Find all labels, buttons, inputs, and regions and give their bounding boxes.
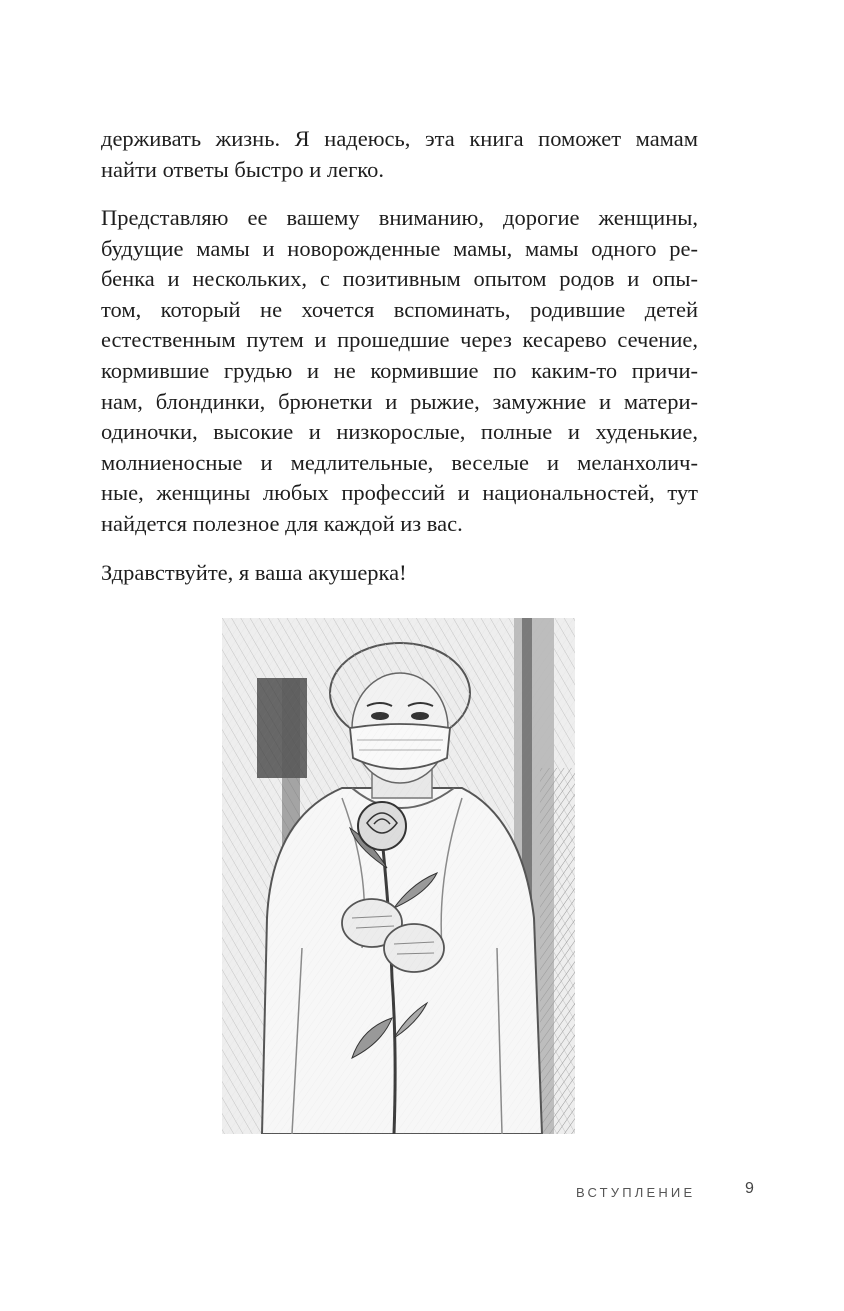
text-line: найдется полезное для каждой из вас. <box>101 510 463 536</box>
text-line: естественным путем и прошедшие через кесарево сечение, <box>101 327 698 353</box>
running-footer-section-title: ВСТУПЛЕНИЕ <box>576 1185 696 1200</box>
text-line: том, который не хочется вспоминать, родившие детей <box>101 296 698 322</box>
paragraph-1 <box>101 124 698 185</box>
midwife-illustration <box>222 618 575 1134</box>
text-line: кормившие грудью и не кормившие по каким-то причи- <box>101 357 698 383</box>
text-line: бенка и нескольких, с позитивным опытом родов и опы- <box>101 266 698 292</box>
text-line: ные, женщины любых профессий и национальностей, тут <box>101 480 698 506</box>
text-line: нам, блондинки, брюнетки и рыжие, замужние и матери- <box>101 388 698 414</box>
text-line: будущие мамы и новорожденные мамы, мамы одного ре- <box>101 235 698 261</box>
text-line: держивать жизнь. Я надеюсь, эта книга поможет мамам <box>101 126 698 151</box>
text-line: Представляю ее вашему вниманию, дорогие женщины, <box>101 205 698 230</box>
text-line: одиночки, высокие и низкорослые, полные и худенькие, <box>101 419 698 445</box>
page-number: 9 <box>745 1180 754 1197</box>
text-line: молниеносные и медлительные, веселые и меланхолич- <box>101 449 698 475</box>
paragraph-2 <box>101 203 698 540</box>
paragraph-3 <box>101 558 698 589</box>
text-line: найти ответы быстро и легко. <box>101 156 384 182</box>
text-line: Здравствуйте, я ваша акушерка! <box>101 560 407 585</box>
